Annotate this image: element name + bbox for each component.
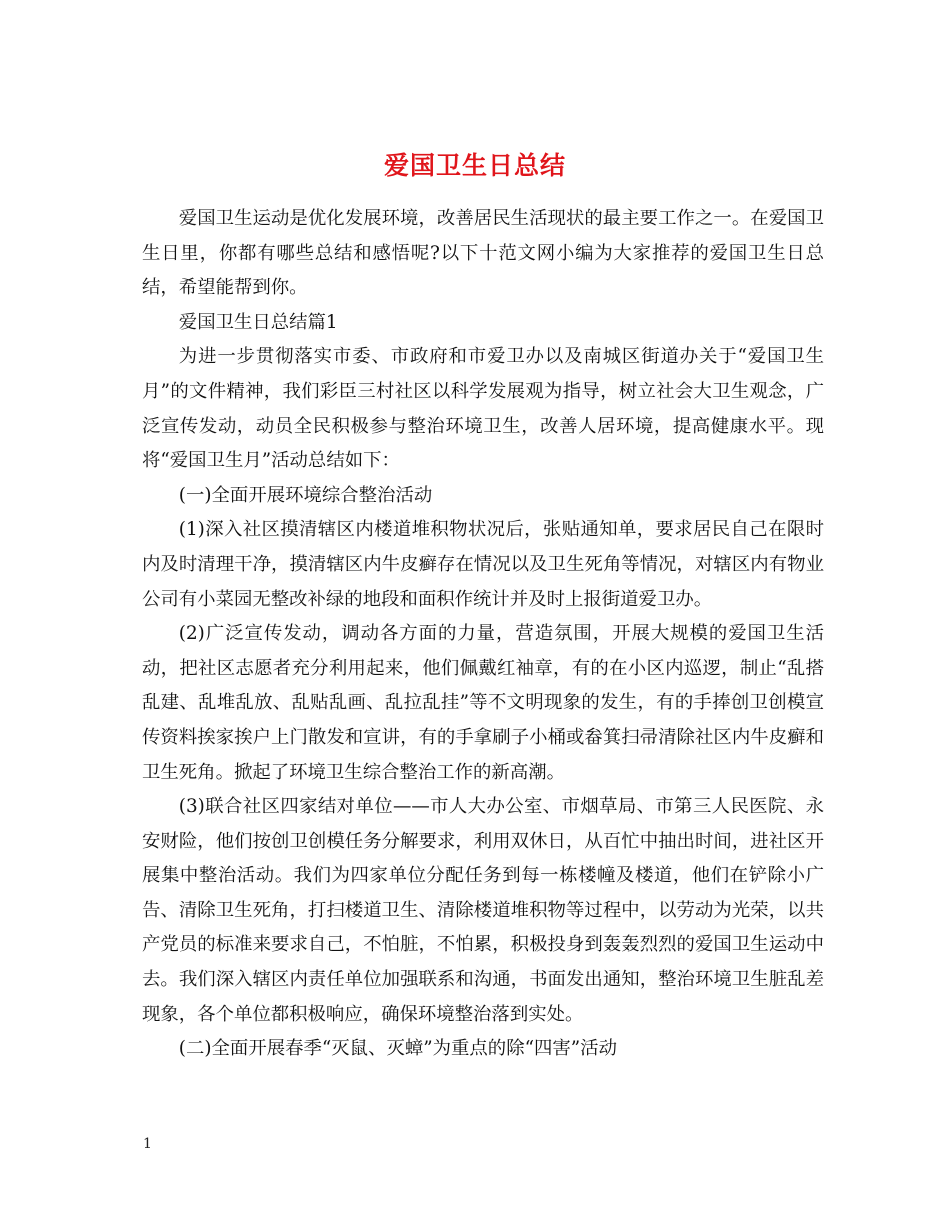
section-heading: 爱国卫生日总结篇1 [178, 311, 338, 333]
page-number: 1 [143, 1136, 152, 1152]
body-paragraph: (2)广泛宣传发动，调动各方面的力量，营造氛围，开展大规模的爱国卫生活动，把社区志愿者充分利用起来，他们佩戴红袖章，有的在小区内巡逻，制止“乱搭乱建、乱堆乱放、乱贴乱画、乱拉乱挂”等不文明现象的发生，有的手捧创卫创模宣传资料挨家挨户上门散发和宣讲，有的手拿刷子小桶或畚箕扫帚清除社区内牛皮癣和卫生死角。掀起了环境卫生综合整治工作的新高潮。 [142, 623, 824, 783]
subsection-heading: (二)全面开展春季“灭鼠、灭蟑”为重点的除“四害”活动 [178, 1038, 617, 1060]
body-paragraph: (1)深入社区摸清辖区内楼道堆积物状况后，张贴通知单，要求居民自己在限时内及时清理干净，摸清辖区内牛皮癣存在情况以及卫生死角等情况，对辖区内有物业公司有小菜园无整改补绿的地段和面积作统计并及时上报街道爱卫办。 [142, 519, 824, 610]
intro-paragraph: 爱国卫生运动是优化发展环境，改善居民生活现状的最主要工作之一。在爱国卫生日里，你都有哪些总结和感悟呢?以下十范文网小编为大家推荐的爱国卫生日总结，希望能帮到你。 [142, 208, 824, 299]
page-title: 爱国卫生日总结 [383, 150, 566, 180]
subsection-heading: (一)全面开展环境综合整治活动 [178, 484, 433, 506]
document-body [142, 202, 824, 1067]
body-paragraph: (3)联合社区四家结对单位——市人大办公室、市烟草局、市第三人民医院、永安财险，他们按创卫创模任务分解要求，利用双休日，从百忙中抽出时间，进社区开展集中整治活动。我们为四家单位分配任务到每一栋楼幢及楼道，他们在铲除小广告、清除卫生死角，打扫楼道卫生、清除楼道堆积物等过程中，以劳动为光荣，以共产党员的标准来要求自己，不怕脏，不怕累，积极投身到轰轰烈烈的爱国卫生运动中去。我们深入辖区内责任单位加强联系和沟通，书面发出通知，整治环境卫生脏乱差现象，各个单位都积极响应，确保环境整治落到实处。 [142, 796, 824, 1025]
body-paragraph: 为进一步贯彻落实市委、市政府和市爱卫办以及南城区街道办关于“爱国卫生月”的文件精神，我们彩臣三村社区以科学发展观为指导，树立社会大卫生观念，广泛宣传发动，动员全民积极参与整治环境卫生，改善人居环境，提高健康水平。现将“爱国卫生月”活动总结如下： [142, 346, 824, 472]
